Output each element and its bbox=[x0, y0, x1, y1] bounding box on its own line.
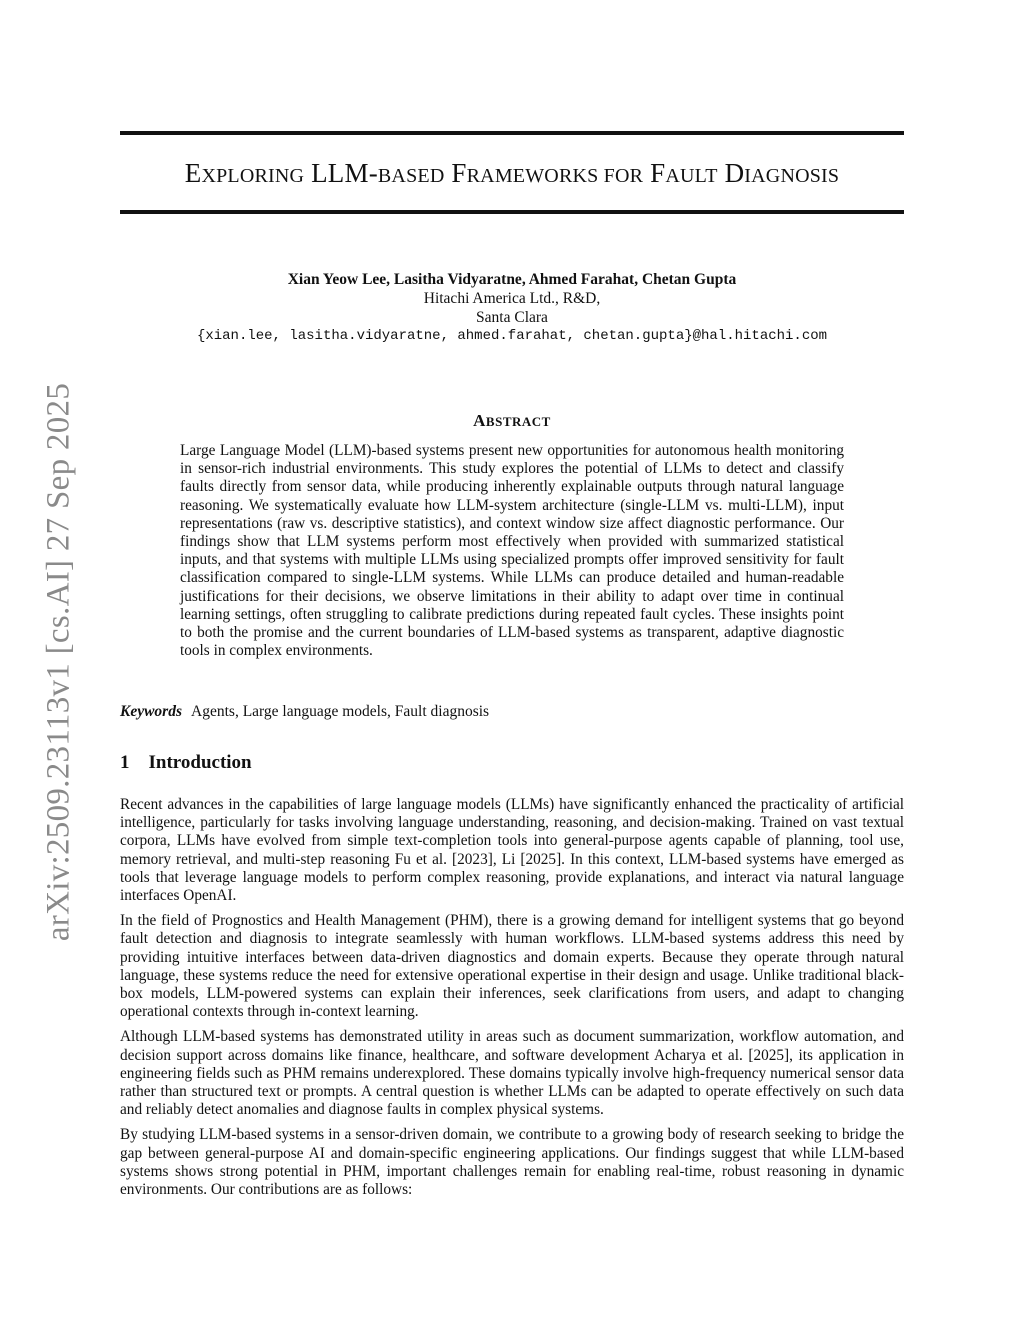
affiliation-location: Santa Clara bbox=[476, 309, 548, 326]
body-paragraph: By studying LLM-based systems in a sensor-driven domain, we contribute to a growing body of research seeking to bridge the gap between general-purpose AI and domain-specific engineering applications. Our findings suggest that while LLM-based systems shows strong potential in PHM, important challenges remain for enabling real-time, robust reasoning in dynamic environments. Our contributions are as follows: bbox=[120, 1126, 904, 1199]
author-emails: {xian.lee, lasitha.vidyaratne, ahmed.farahat, chetan.gupta}@hal.hitachi.com bbox=[196, 328, 828, 344]
title-part: E bbox=[184, 158, 202, 188]
title-part: RAMEWORKS FOR bbox=[466, 165, 644, 187]
introduction-body bbox=[120, 796, 904, 1206]
section-number: 1 bbox=[120, 752, 130, 773]
section-title: Introduction bbox=[148, 752, 252, 773]
keywords-line bbox=[120, 703, 904, 721]
keywords-text: Agents, Large language models, Fault diagnosis bbox=[191, 703, 490, 720]
author-block bbox=[120, 270, 904, 346]
title-part: LLM- bbox=[304, 158, 378, 188]
arxiv-identifier-stamp: arXiv:2509.23113v1 [cs.AI] 27 Sep 2025 bbox=[40, 382, 77, 942]
title-part: F bbox=[444, 158, 467, 188]
abstract-text: Large Language Model (LLM)-based systems present new opportunities for autonomous health monitoring in sensor-rich industrial environments. This study explores the potential of LLMs to detect and classify faults directly from sensor data, while producing inherently explainable outputs through natural language reasoning. We systematically evaluate how LLM-system architecture (single-LLM vs. multi-LLM), input representations (raw vs. descriptive statistics), and context window size affect diagnostic performance. Our findings show that LLM systems perform most effectively when provided with summarized statistical inputs, and that systems with multiple LLMs using specialized prompts offer improved sensitivity for fault classification compared to single-LLM systems. While LLMs can produce detailed and human-readable justifications for their decisions, we observe limitations in their ability to adapt over time in continual learning settings, often struggling to calibrate predictions during repeated fault cycles. These insights point to both the promise and the current boundaries of LLM-based systems as transparent, adaptive diagnostic tools in complex environments. bbox=[180, 442, 844, 660]
title-rule-bottom bbox=[120, 210, 904, 214]
title-part: F bbox=[643, 158, 666, 188]
affiliation-line: Hitachi America Ltd., R&D, bbox=[423, 290, 601, 307]
title-part: IAGNOSIS bbox=[744, 165, 840, 187]
keywords-label: Keywords bbox=[120, 703, 182, 720]
body-paragraph: Although LLM-based systems has demonstrated utility in areas such as document summarization, workflow automation, and decision support across domains like finance, healthcare, and software development Acharya et al. [2025], its application in engineering fields such as PHM remains underexplored. These domains typically involve high-frequency numerical sensor data rather than structured text or prompts. A central question is whether LLMs can be adapted to operate effectively on such data and reliably detect anomalies and diagnose faults in complex physical systems. bbox=[120, 1028, 904, 1119]
author-names: Xian Yeow Lee, Lasitha Vidyaratne, Ahmed Farahat, Chetan Gupta bbox=[287, 271, 737, 288]
abstract-heading-rest: BSTRACT bbox=[485, 414, 551, 429]
section-heading-introduction bbox=[120, 752, 252, 774]
body-paragraph: In the field of Prognostics and Health Management (PHM), there is a growing demand for intelligent systems that go beyond fault detection and diagnosis to integrate seamlessly with human workflows. LLM-based systems address this need by providing intuitive interfaces between data-driven diagnostics and domain experts. Because they operate through natural language, these systems reduce the need for extensive operational expertise in their design and usage. Unlike traditional black-box models, LLM-powered systems can explain their inferences, seek clarifications from users, and adapt to changing operational contexts through in-context learning. bbox=[120, 912, 904, 1021]
title-part: AULT bbox=[665, 165, 718, 187]
title-rule-top bbox=[120, 131, 904, 135]
title-part: XPLORING bbox=[201, 165, 305, 187]
title-part: BASED bbox=[377, 165, 445, 187]
abstract-heading bbox=[120, 411, 904, 431]
body-paragraph: Recent advances in the capabilities of large language models (LLMs) have significantly enhanced the practicality of artificial intelligence, particularly for tasks involving language understanding, reasoning, and decision-making. Trained on vast textual corpora, LLMs have evolved from simple text-completion tools into general-purpose agents capable of planning, tool use, memory retrieval, and multi-step reasoning Fu et al. [2023], Li [2025]. In this context, LLM-based systems have emerged as tools that leverage language models to perform complex reasoning, provide explanations, and interact via natural language interfaces OpenAI. bbox=[120, 796, 904, 905]
paper-title bbox=[120, 158, 904, 189]
title-part: D bbox=[717, 158, 745, 188]
abstract-heading-cap: A bbox=[473, 411, 486, 430]
